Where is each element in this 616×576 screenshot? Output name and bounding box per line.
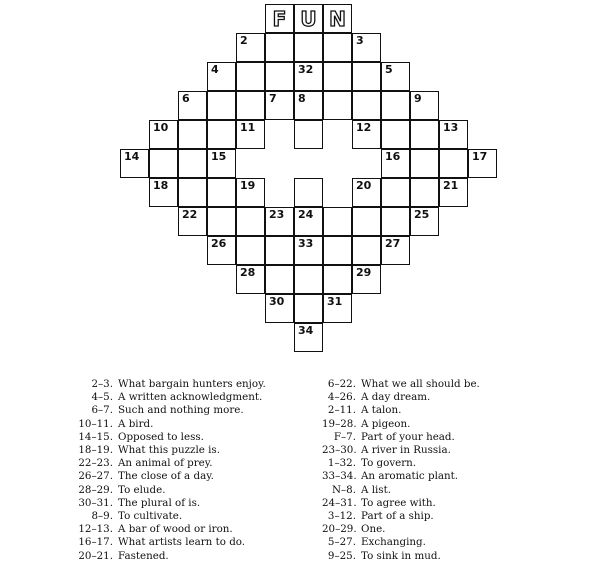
clue-item <box>322 510 480 523</box>
clue-item <box>60 536 266 549</box>
clue-item <box>322 536 480 549</box>
grid-cell[interactable] <box>149 149 178 178</box>
clue-text: What we all should be. <box>361 378 480 390</box>
grid-cell[interactable] <box>294 265 323 294</box>
grid-cell[interactable] <box>207 120 236 149</box>
title-letter: F <box>272 7 287 31</box>
grid-cell[interactable] <box>323 207 352 236</box>
grid-cell[interactable] <box>439 120 468 149</box>
clue-number: 23–30. <box>322 444 357 457</box>
clue-text: Opposed to less. <box>118 430 204 443</box>
clue-item <box>322 497 480 510</box>
grid-cell[interactable] <box>352 178 381 207</box>
cell-number: 25 <box>414 208 430 221</box>
grid-cell[interactable] <box>265 236 294 265</box>
cell-number: 30 <box>269 295 285 308</box>
clue-number: 6–7. <box>91 404 113 417</box>
clue-item <box>322 418 480 431</box>
cell-number: 31 <box>327 295 343 308</box>
grid-cell[interactable] <box>178 178 207 207</box>
grid-cell[interactable] <box>236 265 265 294</box>
clue-text: What this puzzle is. <box>118 444 220 457</box>
clue-item <box>60 378 266 391</box>
clue-text: A list. <box>361 483 391 496</box>
cell-number: 27 <box>385 237 401 250</box>
clue-text: Such and nothing more. <box>118 404 244 417</box>
grid-cell[interactable] <box>352 207 381 236</box>
clue-number: 9–25. <box>327 549 356 562</box>
grid-cell[interactable] <box>381 62 410 91</box>
grid-cell[interactable] <box>410 91 439 120</box>
cell-number: 2 <box>240 34 248 47</box>
clue-text: A talon. <box>361 404 402 417</box>
clue-text: The close of a day. <box>118 470 214 483</box>
clue-item <box>322 470 480 483</box>
clue-number: 4–5. <box>91 391 113 404</box>
clue-text: An aromatic plant. <box>361 470 459 483</box>
cell-number: 8 <box>298 92 306 105</box>
clue-item <box>60 418 266 431</box>
clue-text: What bargain hunters enjoy. <box>118 378 266 390</box>
clue-item <box>60 457 266 470</box>
grid-cell[interactable] <box>352 236 381 265</box>
cell-number: 24 <box>298 208 314 221</box>
grid-cell[interactable] <box>381 207 410 236</box>
clue-number: 20–29. <box>322 523 357 536</box>
clue-number: 20–21. <box>78 549 113 562</box>
clue-number: 14–15. <box>78 430 113 443</box>
clue-item <box>60 404 266 417</box>
cell-number: 34 <box>298 324 314 337</box>
cell-number: 5 <box>385 63 393 76</box>
clue-text: To cultivate. <box>118 510 183 523</box>
grid-cell[interactable] <box>120 149 149 178</box>
clue-number: 22–23. <box>78 457 113 470</box>
grid-cell[interactable] <box>236 178 265 207</box>
clue-text: Part of your head. <box>361 430 455 443</box>
clue-number: 8–9. <box>91 510 113 523</box>
cell-number: 12 <box>356 121 372 134</box>
grid-cell[interactable] <box>207 62 236 91</box>
grid-cell[interactable] <box>352 120 381 149</box>
grid-cell[interactable] <box>236 33 265 62</box>
clue-item <box>60 444 266 457</box>
grid-cell[interactable] <box>294 33 323 62</box>
grid-cell[interactable] <box>236 207 265 236</box>
cell-number: 11 <box>240 121 256 134</box>
clue-number: 33–34. <box>322 470 357 483</box>
clue-text: To govern. <box>361 457 417 470</box>
title-letter: N <box>329 7 346 31</box>
clue-text: To sink in mud. <box>361 549 441 562</box>
cell-number: 13 <box>443 121 459 134</box>
grid-cell[interactable] <box>178 91 207 120</box>
grid-cell[interactable] <box>439 178 468 207</box>
clue-number: 10–11. <box>78 417 113 430</box>
grid-cell[interactable] <box>265 33 294 62</box>
grid-cell[interactable] <box>410 178 439 207</box>
grid-cell[interactable] <box>381 149 410 178</box>
clue-text: What artists learn to do. <box>118 536 246 549</box>
cell-number: 19 <box>240 179 256 192</box>
grid-cell[interactable] <box>265 294 294 323</box>
clue-number: 26–27. <box>78 470 113 483</box>
clue-item <box>60 391 266 404</box>
cell-number: 7 <box>269 92 277 105</box>
clue-item <box>322 523 480 536</box>
grid-cell[interactable] <box>323 33 352 62</box>
grid-cell[interactable] <box>381 178 410 207</box>
cell-number: 4 <box>211 63 219 76</box>
cell-number: 26 <box>211 237 227 250</box>
clue-item <box>322 378 480 391</box>
clue-item <box>322 391 480 404</box>
grid-cell[interactable] <box>265 62 294 91</box>
grid-cell[interactable] <box>323 62 352 91</box>
grid-cell[interactable] <box>149 120 178 149</box>
grid-cell[interactable] <box>294 178 323 207</box>
cell-number: 3 <box>356 34 364 47</box>
cell-number: 10 <box>153 121 169 134</box>
grid-cell[interactable] <box>439 149 468 178</box>
grid-cell[interactable] <box>294 62 323 91</box>
grid-cell[interactable] <box>410 149 439 178</box>
clue-number: 19–28. <box>322 417 357 430</box>
grid-cell[interactable] <box>236 91 265 120</box>
cell-number: 6 <box>182 92 190 105</box>
grid-cell[interactable] <box>294 207 323 236</box>
clue-number: 1–32. <box>327 457 356 470</box>
grid-cell[interactable] <box>323 265 352 294</box>
title-letter: U <box>300 7 317 31</box>
title-cell <box>323 4 352 33</box>
grid-cell[interactable] <box>323 91 352 120</box>
clue-number: 30–31. <box>78 496 113 509</box>
grid-cell[interactable] <box>236 120 265 149</box>
clue-number: 5–27. <box>327 536 356 549</box>
grid-cell[interactable] <box>381 120 410 149</box>
grid-cell[interactable] <box>294 91 323 120</box>
clue-item <box>60 431 266 444</box>
grid-cell[interactable] <box>178 120 207 149</box>
clue-item <box>322 431 480 444</box>
clue-text: An animal of prey. <box>118 457 213 470</box>
clues-left-column <box>60 378 266 563</box>
clue-number: 4–26. <box>327 391 356 404</box>
cell-number: 17 <box>472 150 488 163</box>
cell-number: 21 <box>443 179 459 192</box>
cell-number: 15 <box>211 150 227 163</box>
clue-text: One. <box>361 523 386 536</box>
clue-number: 2–3. <box>91 378 113 390</box>
grid-cell[interactable] <box>294 236 323 265</box>
grid-cell[interactable] <box>294 294 323 323</box>
grid-cell[interactable] <box>381 236 410 265</box>
grid-cell[interactable] <box>352 265 381 294</box>
cell-number: 29 <box>356 266 372 279</box>
grid-cell[interactable] <box>323 236 352 265</box>
grid-cell[interactable] <box>352 91 381 120</box>
clue-text: Fastened. <box>118 549 169 562</box>
clue-item <box>322 484 480 497</box>
clue-item <box>322 457 480 470</box>
cell-number: 9 <box>414 92 422 105</box>
grid-cell[interactable] <box>294 120 323 149</box>
grid-cell[interactable] <box>265 91 294 120</box>
clue-item <box>322 404 480 417</box>
cell-number: 33 <box>298 237 314 250</box>
cell-number: 22 <box>182 208 198 221</box>
clue-item <box>60 497 266 510</box>
clue-item <box>60 523 266 536</box>
grid-cell[interactable] <box>410 120 439 149</box>
grid-cell[interactable] <box>265 265 294 294</box>
clue-text: Part of a ship. <box>361 510 434 523</box>
clue-text: A bar of wood or iron. <box>118 523 233 536</box>
cell-number: 28 <box>240 266 256 279</box>
clue-number: 2–11. <box>327 404 356 417</box>
clue-text: A bird. <box>118 417 154 430</box>
grid-cell[interactable] <box>178 149 207 178</box>
cell-number: 32 <box>298 63 314 76</box>
clue-text: A written acknowledgment. <box>118 391 263 404</box>
clue-text: To elude. <box>118 483 166 496</box>
grid-cell[interactable] <box>352 33 381 62</box>
clue-number: 28–29. <box>78 483 113 496</box>
clue-item <box>60 550 266 563</box>
clue-text: The plural of is. <box>118 496 201 509</box>
grid-cell[interactable] <box>207 91 236 120</box>
clue-number: 24–31. <box>322 496 357 509</box>
grid-cell[interactable] <box>265 207 294 236</box>
grid-cell[interactable] <box>352 62 381 91</box>
clue-number: 6–22. <box>327 378 356 390</box>
grid-cell[interactable] <box>236 236 265 265</box>
clue-number: 18–19. <box>78 444 113 457</box>
title-cell <box>294 4 323 33</box>
grid-cell[interactable] <box>294 323 323 352</box>
grid-cell[interactable] <box>178 207 207 236</box>
title-cell <box>265 4 294 33</box>
clue-number: F–7. <box>333 430 356 443</box>
clue-item <box>60 510 266 523</box>
grid-cell[interactable] <box>207 236 236 265</box>
clue-text: To agree with. <box>361 496 436 509</box>
clue-number: N–8. <box>332 483 356 496</box>
grid-cell[interactable] <box>323 294 352 323</box>
cell-number: 23 <box>269 208 285 221</box>
clue-item <box>60 484 266 497</box>
clue-number: 12–13. <box>78 523 113 536</box>
clue-item <box>322 444 480 457</box>
clue-number: 3–12. <box>327 510 356 523</box>
cell-number: 14 <box>124 150 140 163</box>
grid-cell[interactable] <box>468 149 497 178</box>
grid-cell[interactable] <box>207 149 236 178</box>
clue-text: A river in Russia. <box>361 444 451 457</box>
grid-cell[interactable] <box>381 91 410 120</box>
clue-text: A day dream. <box>361 391 431 404</box>
grid-cell[interactable] <box>149 178 178 207</box>
clue-text: A pigeon. <box>361 417 411 430</box>
grid-cell[interactable] <box>236 62 265 91</box>
cell-number: 16 <box>385 150 401 163</box>
grid-cell[interactable] <box>410 207 439 236</box>
cell-number: 20 <box>356 179 372 192</box>
clue-number: 16–17. <box>78 536 113 549</box>
clue-item <box>60 470 266 483</box>
grid-cell[interactable] <box>207 178 236 207</box>
clues-right-column <box>322 378 480 563</box>
clue-item <box>322 550 480 563</box>
clue-text: Exchanging. <box>361 536 426 549</box>
cell-number: 18 <box>153 179 169 192</box>
grid-cell[interactable] <box>207 207 236 236</box>
